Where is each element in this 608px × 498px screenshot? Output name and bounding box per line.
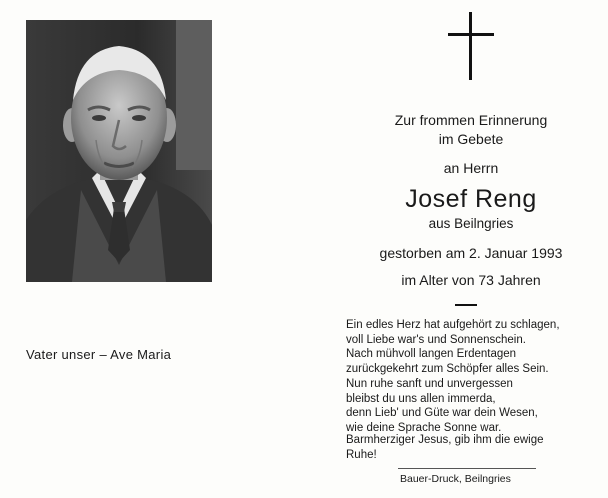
poem-line: Nach mühvoll langen Erdentagen xyxy=(346,348,517,361)
poem-line: zurückgekehrt zum Schöpfer alles Sein. xyxy=(346,363,549,376)
closing-prayer xyxy=(346,433,596,462)
poem-line: Ein edles Herz hat aufgehört zu schlagen, xyxy=(346,319,560,331)
poem-line: voll Liebe war's und Sonnenschein. xyxy=(346,333,526,346)
prayer-text: Vater unser – Ave Maria xyxy=(26,347,172,362)
poem-line: denn Lieb' und Güte war dein Wesen, xyxy=(346,407,538,420)
intro-line-3: an Herrn xyxy=(443,160,499,176)
intro-line-1: Zur frommen Erinnerung xyxy=(394,112,548,128)
poem-line: Nun ruhe sanft und unvergessen xyxy=(346,377,513,390)
death-date: gestorben am 2. Januar 1993 xyxy=(379,245,563,261)
intro-line-2: im Gebete xyxy=(438,131,504,147)
deceased-name: Josef Reng xyxy=(405,185,537,213)
cross-icon xyxy=(448,12,494,80)
age: im Alter von 73 Jahren xyxy=(401,272,541,288)
origin: aus Beilngries xyxy=(428,216,514,231)
poem-line: bleibst du uns allen immerda, xyxy=(346,392,496,405)
closing-prayer-line-1: Barmherziger Jesus, gib ihm die ewige xyxy=(346,434,544,446)
printer-credit: Bauer-Druck, Beilngries xyxy=(400,473,511,485)
divider xyxy=(455,304,477,306)
poem-line: wie deine Sprache Sonne war. xyxy=(346,421,502,434)
poem xyxy=(346,318,596,436)
printer-rule xyxy=(398,468,536,469)
portrait-photo xyxy=(26,20,212,282)
closing-prayer-line-2: Ruhe! xyxy=(346,448,377,461)
